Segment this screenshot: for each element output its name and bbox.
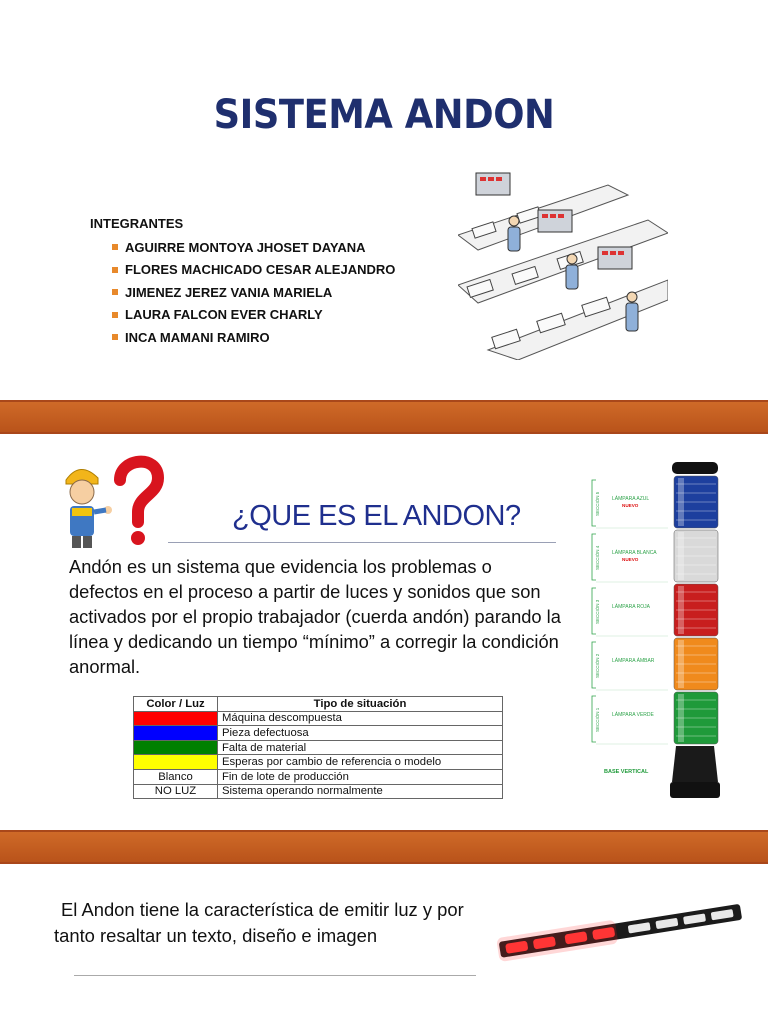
list-item: LAURA FALCON EVER CHARLY <box>112 304 395 327</box>
definition-paragraph: Andón es un sistema que evidencia los problemas o defectos en el proceso a partir de luces y sonidos que son activados por el propio trabajador (cuerda andón) parando la línea y dedicando un tiempo “mínimo” a corregir la condición anormal. <box>69 556 561 677</box>
new-tag: NUEVO <box>622 503 639 508</box>
table-row <box>134 740 503 755</box>
situation-cell: Máquina descompuesta <box>218 711 503 726</box>
table-header-row <box>134 697 503 712</box>
lamp-label: LÁMPARA ÁMBAR <box>612 658 655 664</box>
table-row <box>134 784 503 799</box>
tower-section <box>592 530 718 582</box>
situation-cell: Sistema operando normalmente <box>218 784 503 799</box>
column-header-color: Color / Luz <box>134 697 218 712</box>
lamp-label: LÁMPARA AZUL <box>612 496 650 502</box>
members-heading: INTEGRANTES <box>90 216 184 231</box>
page-title: SISTEMA ANDON <box>213 92 555 138</box>
section-title: ¿QUE ES EL ANDON? <box>232 500 521 532</box>
section-number-label: SECCIÓN 3 <box>595 599 600 624</box>
table-row <box>134 711 503 726</box>
lamp-label: LÁMPARA BLANCA <box>612 550 657 556</box>
led-lightbar-image <box>496 893 742 963</box>
tower-section <box>592 638 718 690</box>
factory-illustration <box>458 165 668 360</box>
list-item: INCA MAMANI RAMIRO <box>112 326 395 349</box>
text-underline <box>74 975 476 976</box>
worker-question-icon <box>58 450 166 550</box>
color-cell: Blanco <box>134 769 218 784</box>
tower-section <box>592 692 718 744</box>
table-row <box>134 726 503 741</box>
section-number-label: SECCIÓN 5 <box>595 491 600 516</box>
list-item: JIMENEZ JEREZ VANIA MARIELA <box>112 281 395 304</box>
color-cell: NO LUZ <box>134 784 218 799</box>
divider-band <box>0 400 768 434</box>
tower-base <box>672 746 718 782</box>
title-underline <box>168 542 556 543</box>
andon-tower-diagram <box>590 460 740 805</box>
tower-section <box>592 476 718 528</box>
tower-section <box>592 584 718 636</box>
bullet-icon <box>112 334 118 340</box>
situation-table <box>133 696 503 799</box>
list-item: FLORES MACHICADO CESAR ALEJANDRO <box>112 259 395 282</box>
table-row <box>134 755 503 770</box>
base-label: BASE VERTICAL <box>604 769 649 775</box>
table-row <box>134 769 503 784</box>
lamp-label: LÁMPARA VERDE <box>612 712 654 718</box>
members-list <box>112 236 395 349</box>
section-number-label: SECCIÓN 2 <box>595 653 600 678</box>
section-number-label: SECCIÓN 1 <box>595 707 600 732</box>
column-header-situation: Tipo de situación <box>218 697 503 712</box>
bullet-icon <box>112 289 118 295</box>
situation-cell: Pieza defectuosa <box>218 726 503 741</box>
bullet-icon <box>112 244 118 250</box>
color-cell <box>134 740 218 755</box>
situation-cell: Esperas por cambio de referencia o modelo <box>218 755 503 770</box>
bullet-icon <box>112 267 118 273</box>
situation-cell: Falta de material <box>218 740 503 755</box>
section-number-label: SECCIÓN 4 <box>595 545 600 570</box>
feature-paragraph: El Andon tiene la característica de emitir luz y por tanto resaltar un texto, diseño e imagen <box>54 899 464 946</box>
new-tag: NUEVO <box>622 557 639 562</box>
slide-title <box>0 0 768 400</box>
divider-band <box>0 830 768 864</box>
bullet-icon <box>112 312 118 318</box>
lamp-label: LÁMPARA ROJA <box>612 604 650 610</box>
color-cell <box>134 711 218 726</box>
situation-cell: Fin de lote de producción <box>218 769 503 784</box>
tower-cap <box>672 462 718 474</box>
color-cell <box>134 755 218 770</box>
color-cell <box>134 726 218 741</box>
list-item: AGUIRRE MONTOYA JHOSET DAYANA <box>112 236 395 259</box>
